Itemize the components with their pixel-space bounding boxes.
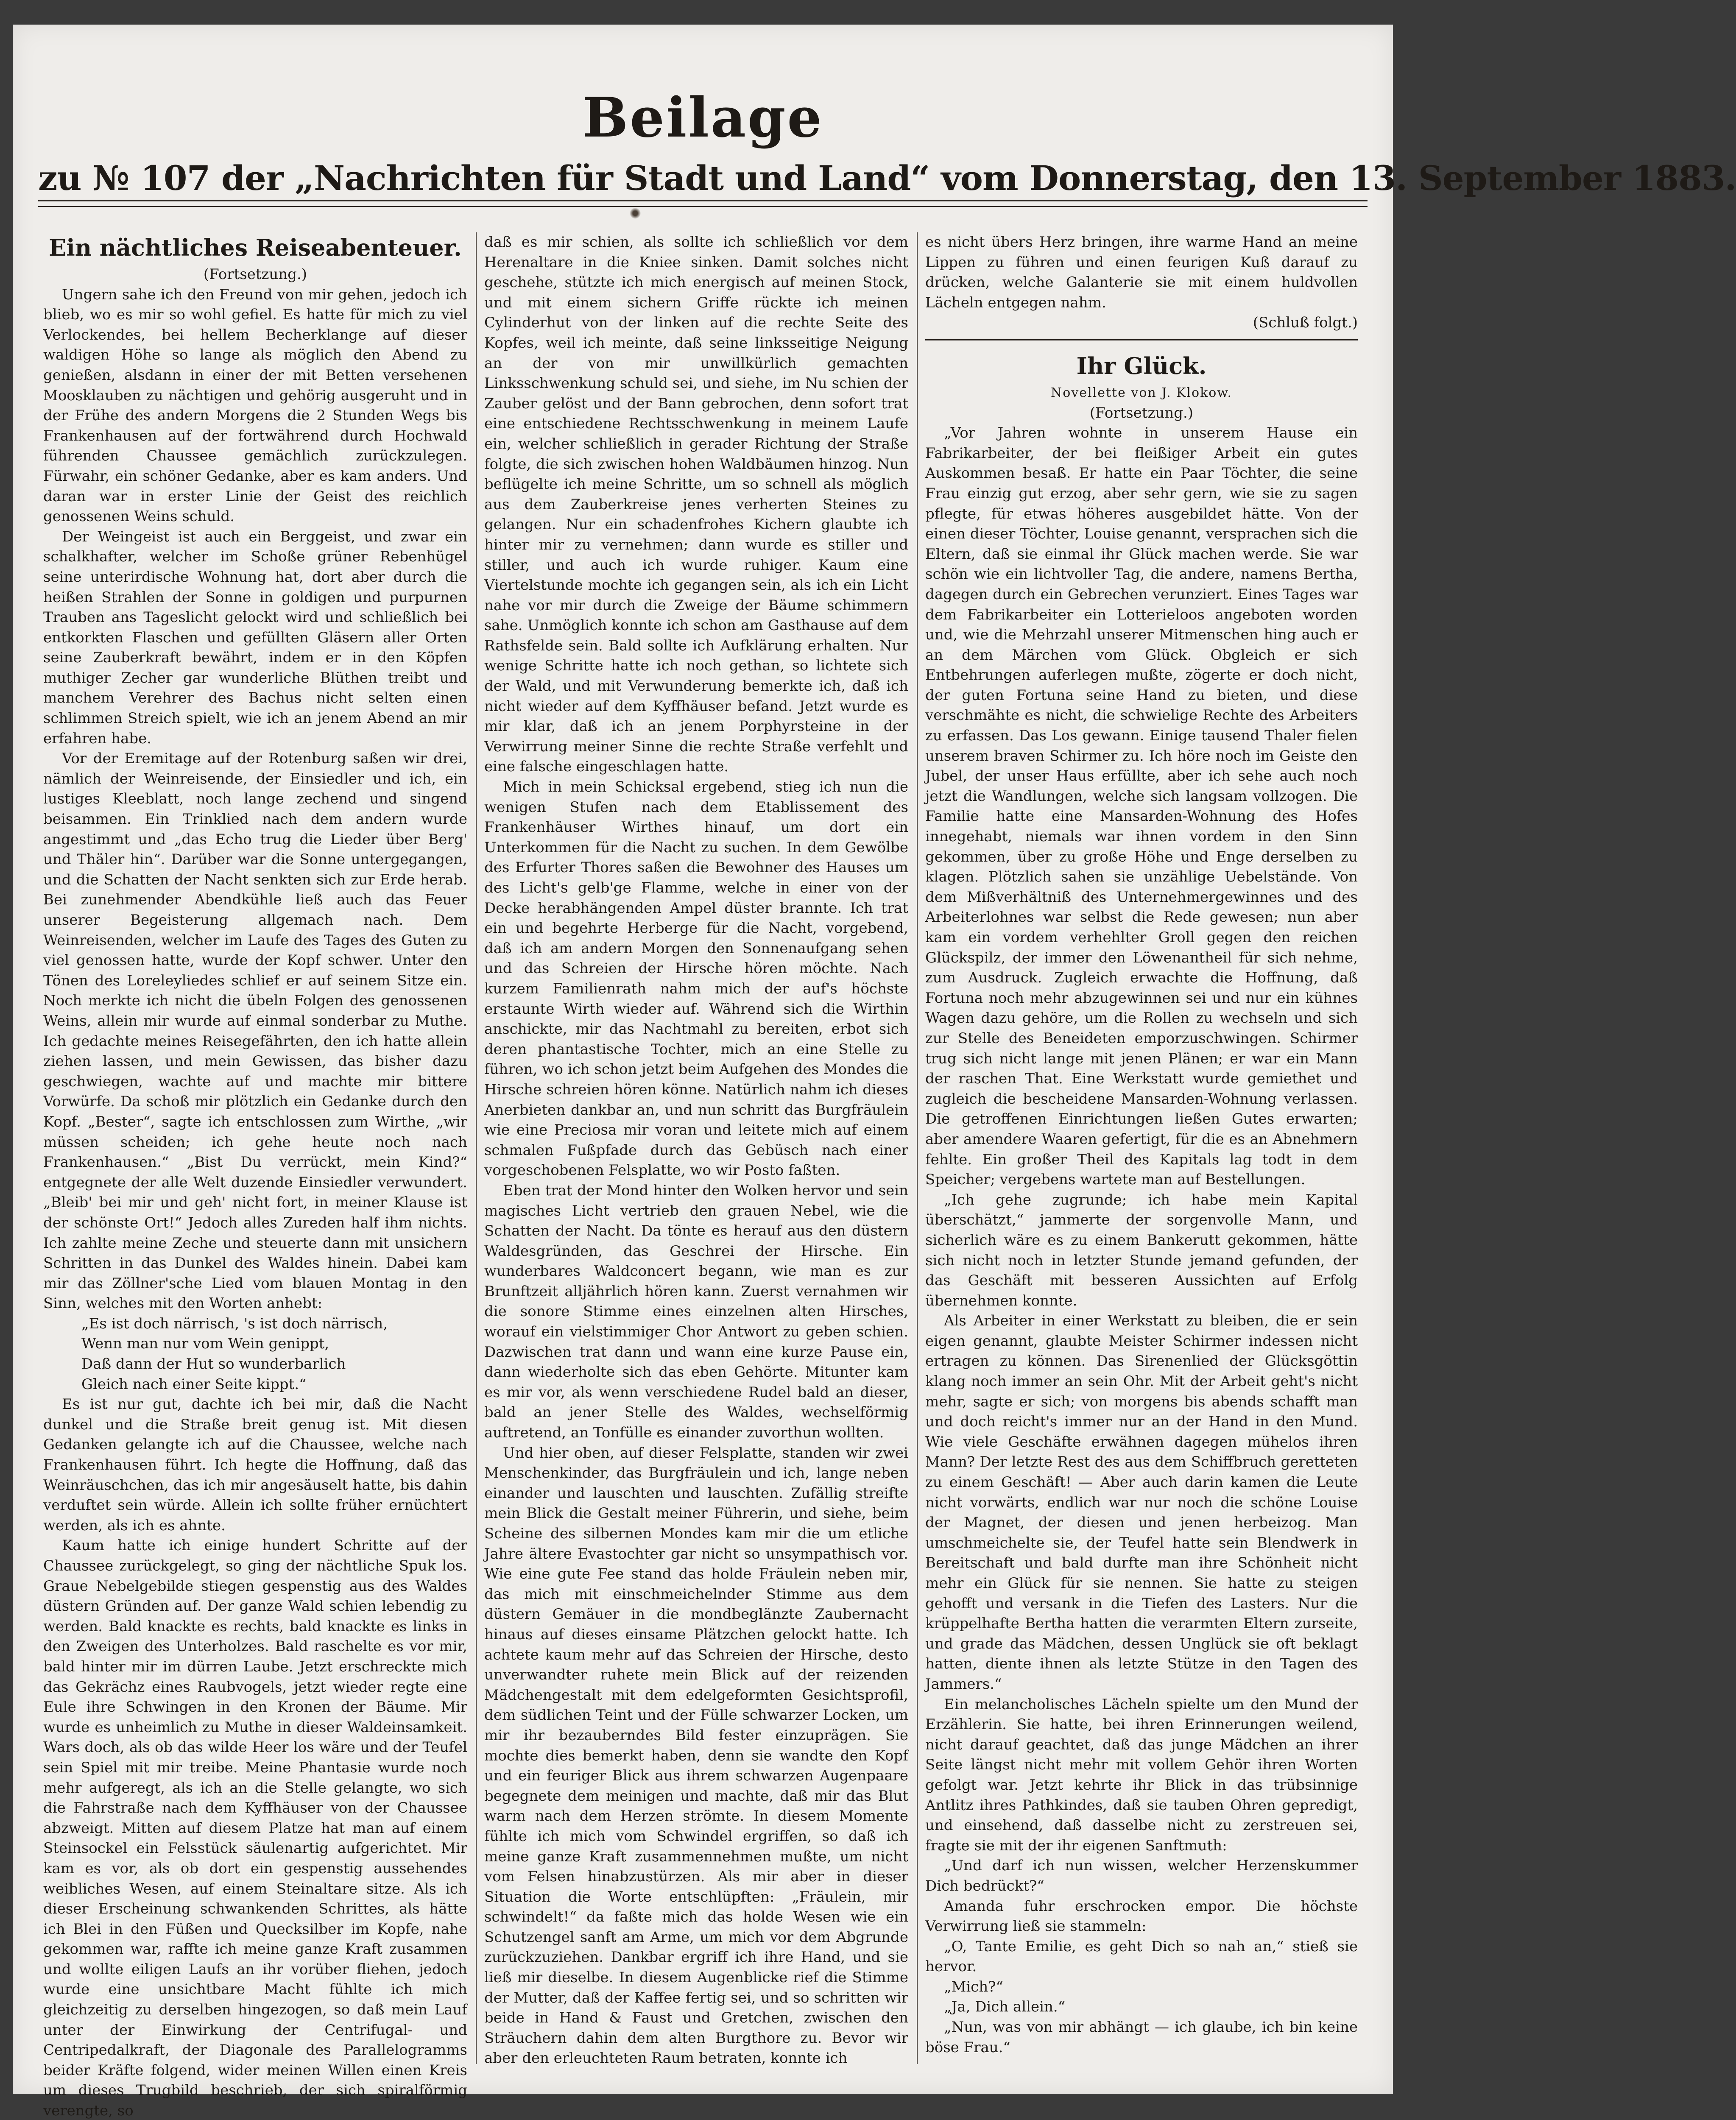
- column-2: [484, 232, 908, 2077]
- article-columns: [38, 232, 1368, 2120]
- story-separator: [925, 339, 1358, 340]
- paragraph: Vor der Eremitage auf der Rotenburg saßen wir drei, nämlich der Weinreisende, der Einsiedler und ich, ein lustiges Kleeblatt, noch lange zechend und singend beisammen. Ein Trinklied nach dem andern wurde angestimmt und „das Echo trug die Lieder über Berg' und Thäler hin“. Darüber war die Sonne untergegangen, und die Schatten der Nacht senkten sich zur Erde herab. Bei zunehmender Abendkühle ließ auch das Feuer unserer Begeisterung allgemach nach. Dem Weinreisenden, welcher im Laufe des Tages des Guten zu viel genossen hatte, wurde der Kopf schwer. Unter den Tönen des Loreleyliedes schlief er auf seinem Sitze ein. Noch merkte ich nicht die übeln Folgen des genossenen Weins, allein mir wurde auf einmal sonderbar zu Muthe. Ich gedachte meines Reisegefährten, den ich hatte allein ziehen lassen, und mein Gewissen, das bisher dazu geschwiegen, wachte auf und machte mir bittere Vorwürfe. Da schoß mir plötzlich ein Gedanke durch den Kopf. „Bester“, sagte ich entschlossen zum Wirthe, „wir müssen scheiden; ich gehe heute noch nach Frankenhausen.“ „Bist Du verrückt, mein Kind?“ entgegnete der alle Welt duzende Einsiedler verwundert. „Bleib' bei mir und geh' nicht fort, in meiner Klause ist der schönste Ort!“ Jedoch alles Zureden half ihm nichts. Ich zahlte meine Zeche und steuerte dann mit unsichern Schritten in das Dunkel des Waldes hinein. Dabei kam mir das Zöllner'sche Lied vom blauen Montag in den Sinn, welches mit den Worten anhebt:: [43, 750, 467, 1312]
- newspaper-page: [13, 25, 1736, 2120]
- paragraph: Eben trat der Mond hinter den Wolken hervor und sein magisches Licht vertrieb den grauen Nebel, wie die Schatten der Nacht. Da tönte es herauf aus den düstern Waldesgründen, das Geschrei der Hirsche. Ein wunderbares Waldconcert begann, wie man es zur Brunftzeit alljährlich hören kann. Zuerst vernahmen wir die sonore Stimme eines einzelnen alten Hirsches, worauf ein vielstimmiger Chor Antwort zu geben schien. Dazwischen trat dann und wann eine kurze Pause ein, dann wiederholte sich das eben Gehörte. Mitunter kam es mir vor, als wenn verschiedene Rudel bald an dieser, bald an jener Stelle des Waldes, wechselförmig auftretend, an Tonfülle es einander zuvorthun wollten.: [484, 1182, 908, 1442]
- paragraph: Und hier oben, auf dieser Felsplatte, standen wir zwei Menschenkinder, das Burgfräulein und ich, lange neben einander und lauschten und lauschten. Zufällig streifte mein Blick die Gestalt meiner Führerin, und siehe, beim Scheine des silbernen Mondes kam mir die um etliche Jahre ältere Evastochter gar nicht so unsympathisch vor. Wie eine gute Fee stand das holde Fräulein neben mir, das mich mit einschmeichelnder Stimme aus dem düstern Gemäuer in die mondbeglänzte Zaubernacht hinaus auf dieses einsame Plätzchen gelockt hatte. Ich achtete kaum mehr auf das Schreien der Hirsche, desto unverwandter ruhete mein Blick auf der reizenden Mädchengestalt mit dem edelgeformten Gesichtsprofil, dem südlichen Teint und der Fülle schwarzer Locken, um mir ihr bezauberndes Bild fester einzuprägen. Sie mochte dies bemerkt haben, denn sie wandte den Kopf und ein feuriger Blick aus ihrem schwarzen Augenpaare begegnete dem meinigen und machte, daß mir das Blut warm nach dem Herzen strömte. In diesem Momente fühlte ich mich vom Schwindel ergriffen, so daß ich meine ganze Kraft zusammennehmen mußte, um nicht vom Felsen hinabzustürzen. Als mir aber in dieser Situation die Worte entschlüpften: „Fräulein, mir schwindelt!“ da faßte mich das holde Wesen wie ein Schutzengel sanft am Arme, um mich vor dem Abgrunde zurückzuziehen. Dankbar ergriff ich ihre Hand, und sie ließ mir dieselbe. In diesem Augenblicke rief die Stimme der Mutter, daß der Kaffee fertig sei, und so schritten wir beide in Hand & Faust und Gretchen, zwischen den Sträuchern dahin dem alten Burgthore zu. Bevor wir aber den erleuchteten Raum betraten, konnte ich: [484, 1444, 908, 2067]
- paragraph: Amanda fuhr erschrocken empor. Die höchste Verwirrung ließ sie stammeln:: [925, 1897, 1358, 1935]
- paragraph: es nicht übers Herz bringen, ihre warme Hand an meine Lippen zu führen und einen feurigen Kuß darauf zu drücken, welche Galanterie sie mit einem huldvollen Lächeln entgegen nahm.: [925, 234, 1358, 311]
- verse-line: Daß dann der Hut so wunderbarlich: [81, 1356, 346, 1373]
- ink-blot: [630, 208, 641, 219]
- column-1: [43, 232, 467, 2120]
- paragraph: „Und darf ich nun wissen, welcher Herzenskummer Dich bedrückt?“: [925, 1857, 1358, 1894]
- masthead: [38, 86, 1736, 199]
- byline: Novellette von J. Klokow.: [1051, 385, 1232, 400]
- issue-line: zu № 107 der „Nachrichten für Stadt und Land“ vom Donnerstag, den 13. September 1883.: [38, 158, 1736, 198]
- paragraph: „Ich gehe zugrunde; ich habe mein Kapital überschätzt,“ jammerte der sorgenvolle Mann, und sicherlich wäre es zu einem Bankerutt gekommen, hätte sich nicht noch in letzter Stunde jemand gefunden, der das Geschäft mit besseren Aussichten auf Erfolg übernehmen konnte.: [925, 1191, 1358, 1309]
- paragraph: „Nun, was von mir abhängt — ich glaube, ich bin keine böse Frau.“: [925, 2019, 1358, 2056]
- paragraph: „Mich?“: [944, 1978, 1003, 1995]
- paragraph: Als Arbeiter in einer Werkstatt zu bleiben, die er sein eigen genannt, glaubte Meister Schirmer indessen nicht ertragen zu können. Das Sirenenlied der Glücksgöttin klang noch immer an sein Ohr. Mit der Arbeit geht's nicht mehr, sagte er sich; von morgens bis abends schafft man und doch reicht's immer nur an der Hand in den Mund. Wie viele Geschäfte erwähnen dagegen mühelos ihren Mann? Der letzte Rest des aus dem Schiffbruch geretteten zu einem Geschäft! — Aber auch darin kamen die Leute nicht vorwärts, endlich war nur noch die schöne Louise der Magnet, der diesen und jenen herbeizog. Man umschmeichelte sie, der Teufel hatte sein Blendwerk in Bereitschaft und bald durfte man ihre Schönheit nicht mehr ein Glück für sie nennen. Sie hatte zu steigen gehofft und versank in die Tiefen des Lasters. Nur die krüppelhafte Bertha hatten die verarmten Eltern zurseite, und grade das Mädchen, dessen Unglück sie oft beklagt hatten, diente ihnen als letzte Stütze in den Tagen des Jammers.“: [925, 1312, 1358, 1693]
- continued-note: (Fortsetzung.): [203, 266, 307, 283]
- column-divider: [917, 232, 918, 2064]
- continued-note: (Fortsetzung.): [1089, 404, 1194, 421]
- paragraph: Der Weingeist ist auch ein Berggeist, und zwar ein schalkhafter, welcher im Schoße grüner Rebenhügel seine unterirdische Wohnung hat, dort aber durch die heißen Strahlen der Sonne in goldigen und purpurnen Trauben ans Tageslicht gelockt wird und schließlich bei entkorkten Flaschen und gefüllten Gläsern aller Orten seine Zauberkraft bewährt, indem er in den Köpfen muthiger Zecher gar wunderliche Blüthen treibt und manchem Verehrer des Bachus nicht selten einen schlimmen Streich spielt, wie ich an jenem Abend an mir erfahren habe.: [43, 528, 467, 747]
- header-rule-thin: [38, 206, 1368, 207]
- verse-line: Gleich nach einer Seite kippt.“: [81, 1375, 307, 1393]
- supplement-title: Beilage: [582, 86, 823, 150]
- verse-line: Wenn man nur vom Wein genippt,: [81, 1335, 329, 1353]
- paragraph: „Vor Jahren wohnte in unserem Hause ein Fabrikarbeiter, der bei fleißiger Arbeit ein gutes Auskommen besaß. Er hatte ein Paar Töchter, die seine Frau einzig gut erzog, aber sehr gern, wie sie zu sagen pflegte, für etwas höheres ausgebildet hätte. Von der einen dieser Töchter, Louise genannt, versprachen sich die Eltern, daß sie einmal ihr Glück machen werde. Sie war schön wie ein lichtvoller Tag, die andere, namens Bertha, dagegen durch ein Gebrechen verunziert. Eines Tages war dem Fabrikarbeiter ein Lotterieloos angeboten worden und, wie die Mehrzahl unserer Mitmenschen hing auch er an dem Märchen vom Glück. Obgleich er sich Entbehrungen auferlegen mußte, zögerte er doch nicht, der guten Fortuna seine Hand zu bieten, und diese verschmähte es nicht, die schwielige Rechte des Arbeiters zu erfassen. Das Los gewann. Einige tausend Thaler fielen unserem braven Schirmer zu. Ich höre noch im Geiste den Jubel, der unser Haus erfüllte, aber ich sehe auch noch jetzt die Wandlungen, welche sich langsam vollzogen. Die Familie hatte eine Mansarden-Wohnung des Hofes innegehabt, niemals war ihnen vordem in den Sinn gekommen, über zu große Höhe und Enge derselben zu klagen. Plötzlich sahen sie unzählige Uebelstände. Von dem Mißverhältniß des Unternehmergewinnes und des Arbeiterlohnes war selbst die Rede gewesen; nun aber kam ein vordem verhehlter Groll gegen den reichen Glückspilz, der immer den Löwenantheil für sich nehme, zum Ausdruck. Zugleich erwachte die Hoffnung, daß Fortuna noch mehr abzugewinnen sei und nur ein kühnes Wagen dazu gehöre, um die Rollen zu wechseln und sich zur Stelle des Beneideten emporzuschwingen. Schirmer trug sich nicht lange mit jenen Plänen; er war ein Mann der raschen That. Eine Werkstatt wurde gemiethet und zugleich die bescheidene Mansarden-Wohnung verlassen. Die getroffenen Einrichtungen ließen Gutes erwarten; aber amendere Waaren gefertigt, für die es an Abnehmern fehlte. Ein großer Theil des Kapitals lag todt in dem Speicher; vergebens wartete man auf Bestellungen.: [925, 424, 1358, 1188]
- column-divider: [476, 232, 477, 2064]
- story-title: Ein nächtliches Reiseabenteuer.: [49, 234, 462, 261]
- paragraph: „Ja, Dich allein.“: [944, 1998, 1066, 2016]
- paragraph: Ungern sahe ich den Freund von mir gehen, jedoch ich blieb, wo es mir so wohl gefiel. Es hatte für mich zu viel Verlockendes, bei hellem Becherklange auf dieser waldigen Höhe so lange als möglich den Abend zu genießen, alsdann in einer der mit Betten versehenen Moosklauben zu nächtigen und gehörig ausgeruht und in der Frühe des andern Morgens die 2 Stunden Wegs bis Frankenhausen auf der fortwährend durch Hochwald führenden Chaussee gemächlich zurückzulegen. Fürwahr, ein schöner Gedanke, aber es kam anders. Und daran war in erster Linie der Geist des reichlich genossenen Weins schuld.: [43, 286, 467, 525]
- paragraph: Ein melancholisches Lächeln spielte um den Mund der Erzählerin. Sie hatte, bei ihren Erinnerungen weilend, nicht darauf geachtet, daß das junge Mädchen an ihrer Seite längst nicht mehr mit vollem Gehör ihren Worten gefolgt war. Jetzt kehrte ihr Blick in das trübsinnige Antlitz ihres Pathkindes, daß sie tauben Ohren gepredigt, und einsehend, daß dasselbe nicht zu zerstreuen sei, fragte sie mit der ihr eigenen Sanftmuth:: [925, 1696, 1358, 1854]
- verse-line: „Es ist doch närrisch, 's ist doch närrisch,: [81, 1315, 388, 1332]
- story-title: Ihr Glück.: [1076, 352, 1207, 379]
- to-be-concluded-note: (Schluß folgt.): [1253, 314, 1358, 332]
- paragraph: „O, Tante Emilie, es geht Dich so nah an,“ stieß sie hervor.: [925, 1938, 1358, 1975]
- paragraph: daß es mir schien, als sollte ich schließlich vor dem Herenaltare in die Kniee sinken. Damit solches nicht geschehe, stützte ich mich energisch auf meinen Stock, und mit einem sichern Griffe rückte ich meinen Cylinderhut von der linken auf die rechte Seite des Kopfes, weil ich meinte, daß seine linksseitige Neigung an der von mir unwillkürlich gemachten Linksschwenkung schuld sei, und siehe, im Nu schien der Zauber gelöst und der Bann gebrochen, denn sofort trat eine entschiedene Rechtsschwenkung in meinem Laufe ein, welcher schließlich in gerader Richtung der Straße folgte, die sich zwischen hohen Waldbäumen hinzog. Nun beflügelte ich meine Schritte, um so schnell als möglich aus dem Zauberkreise jenes verherten Steines zu gelangen. Nur ein schadenfrohes Kichern glaubte ich hinter mir zu vernehmen; dann wurde es stiller und stiller, und auch ich wurde ruhiger. Kaum eine Viertelstunde mochte ich gegangen sein, als ich ein Licht nahe vor mir durch die Zweige der Bäume schimmern sahe. Unmöglich konnte ich schon am Gasthause auf dem Rathsfelde sein. Bald sollte ich Aufklärung erhalten. Nur wenige Schritte hatte ich noch gethan, so lichtete sich der Wald, und mit Verwunderung bemerkte ich, daß ich nicht wieder auf dem Kyffhäuser befand. Jetzt wurde es mir klar, daß ich an jenem Porphyrsteine in der Verwirrung meiner Sinne die rechte Straße verfehlt und eine falsche eingeschlagen hatte.: [484, 234, 908, 775]
- header-rule: [38, 200, 1368, 201]
- column-3: [925, 232, 1358, 2077]
- paragraph: Mich in mein Schicksal ergebend, stieg ich nun die wenigen Stufen nach dem Etablissement des Frankenhäuser Wirthes hinauf, um dort ein Unterkommen für die Nacht zu suchen. In dem Gewölbe des Erfurter Thores saßen die Bewohner des Hauses um des Licht's gelb'ge Flamme, welche in einer von der Decke herabhängenden Ampel düster brannte. Ich trat ein und begehrte Herberge für die Nacht, vorgebend, daß ich am andern Morgen den Sonnenaufgang sehen und das Schreien der Hirsche hören möchte. Nach kurzem Familienrath nahm mich der auf's höchste erstaunte Wirth wieder auf. Während sich die Wirthin anschickte, mir das Nachtmahl zu bereiten, erbot sich deren phantastische Tochter, mich an eine Stelle zu führen, wo ich schon jetzt beim Aufgehen des Mondes die Hirsche schreien hören könne. Natürlich nahm ich dieses Anerbieten dankbar an, und nun schritt das Burgfräulein wie eine Preciosa mir voran und leitete mich auf einem schmalen Fußpfade durch das Gebüsch nach einer vorgeschobenen Felsplatte, wo wir Posto faßten.: [484, 778, 908, 1179]
- paragraph: Kaum hatte ich einige hundert Schritte auf der Chaussee zurückgelegt, so ging der nächtliche Spuk los. Graue Nebelgebilde stiegen gespenstig aus des Waldes düstern Gründen auf. Der ganze Wald schien lebendig zu werden. Bald knackte es rechts, bald knackte es links in den Zweigen des Unterholzes. Bald raschelte es vor mir, bald hinter mir im dürren Laube. Jetzt erschreckte mich das Gekrächz eines Raubvogels, jetzt wieder regte eine Eule ihre Schwingen in den Kronen der Bäume. Mir wurde es unheimlich zu Muthe in dieser Waldeinsamkeit. Wars doch, als ob das wilde Heer los wäre und der Teufel sein Spiel mit mir treibe. Meine Phantasie wurde noch mehr aufgeregt, als ich an die Stelle gelangte, wo sich die Fahrstraße nach dem Kyffhäuser von der Chaussee abzweigt. Mitten auf diesem Platze hat man auf einem Steinsockel ein Felsstück säulenartig aufgerichtet. Mir kam es vor, als ob dort ein gespenstig aussehendes weibliches Wesen, auf einem Steinaltare sitze. Als ich dieser Erscheinung schwankenden Schrittes, als hätte ich Blei in den Füßen und Quecksilber im Kopfe, nahe gekommen war, raffte ich meine ganze Kraft zusammen und wollte eiligen Laufs an ihr vorüber fliehen, jedoch wurde eine unsichtbare Macht fühlte ich mich gleichzeitig zu derselben hingezogen, so daß mein Lauf unter der Einwirkung der Centrifugal- und Centripedalkraft, der Diagonale des Parallelogramms beider Kräfte folgend, wider meinen Willen einen Kreis um dieses Trugbild beschrieb, der sich spiralförmig verengte, so: [43, 1537, 467, 2120]
- paragraph: Es ist nur gut, dachte ich bei mir, daß die Nacht dunkel und die Straße breit genug ist. Mit diesen Gedanken gelangte ich auf die Chaussee, welche nach Frankenhausen führt. Ich hegte die Hoffnung, daß das Weinräuschchen, das ich mir angesäuselt hatte, bis dahin verduftet sein würde. Allein ich sollte früher ernüchtert werden, als ich es ahnte.: [43, 1396, 467, 1534]
